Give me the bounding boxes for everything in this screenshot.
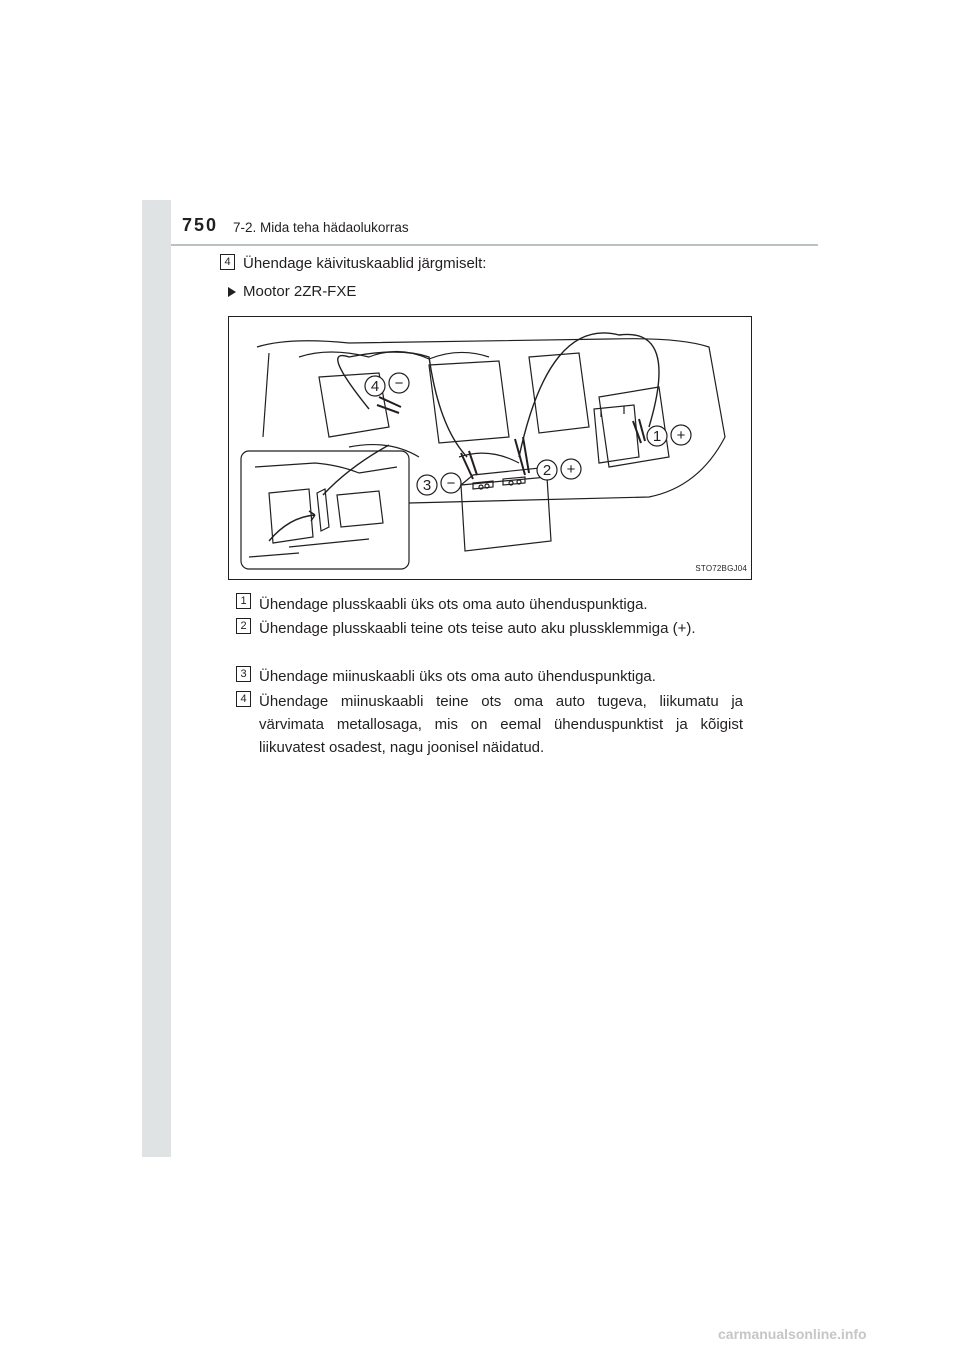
instruction-number-box: [236, 618, 251, 634]
sidebar-band: [142, 200, 171, 1157]
instruction-text: Ühendage plusskaabli teine ots teise auto aku plussklemmiga (+).: [259, 620, 696, 637]
instruction-number-box: [236, 666, 251, 682]
instruction-text: Ühendage miinuskaabli üks ots oma auto ühenduspunktiga.: [259, 668, 656, 685]
instruction-number: 2: [240, 620, 247, 632]
instruction-number: 4: [240, 693, 247, 705]
instruction-number: 3: [240, 668, 247, 680]
callout-3-number: 3: [422, 477, 432, 494]
instruction-number: 1: [240, 595, 247, 607]
callout-4: [365, 373, 409, 396]
callout-2-number: 2: [542, 462, 552, 479]
callout-2: [537, 459, 581, 480]
callout-3: [417, 473, 461, 495]
jump-start-figure: [228, 316, 752, 580]
callout-2-sign: +: [566, 461, 576, 478]
step-intro: Ühendage käivituskaablid järgmiselt:: [243, 255, 487, 272]
engine-bullet: [228, 283, 356, 300]
instruction-number-box: [236, 691, 251, 707]
watermark: carmanualsonline.info: [718, 1326, 867, 1342]
page-number: 750: [182, 215, 219, 235]
instruction-text: Ühendage miinuskaabli teine ots oma auto tugeva, liikumatu ja värvimata metallosaga, mis on eemal ühenduspunktist ja kõigist liikuvatest osadest, nagu joonisel näidatud.: [259, 693, 743, 756]
callout-1-number: 1: [652, 428, 662, 445]
step-number-box: [220, 254, 235, 270]
callout-1: [647, 425, 691, 446]
header-divider: [171, 244, 818, 246]
instruction-number-box: [236, 593, 251, 609]
callout-4-sign: −: [394, 375, 404, 392]
callout-3-sign: −: [446, 475, 456, 492]
engine-bay-illustration: [229, 317, 751, 579]
callout-1-sign: +: [676, 427, 686, 444]
triangle-bullet-icon: [228, 287, 236, 297]
figure-code: STO72BGJ04: [695, 564, 747, 573]
section-title: 7-2. Mida teha hädaolukorras: [233, 220, 409, 235]
callout-4-number: 4: [370, 378, 380, 395]
engine-label: Mootor 2ZR-FXE: [243, 283, 357, 300]
instruction-text: Ühendage plusskaabli üks ots oma auto ühenduspunktiga.: [259, 596, 648, 613]
step-number: 4: [224, 256, 231, 268]
